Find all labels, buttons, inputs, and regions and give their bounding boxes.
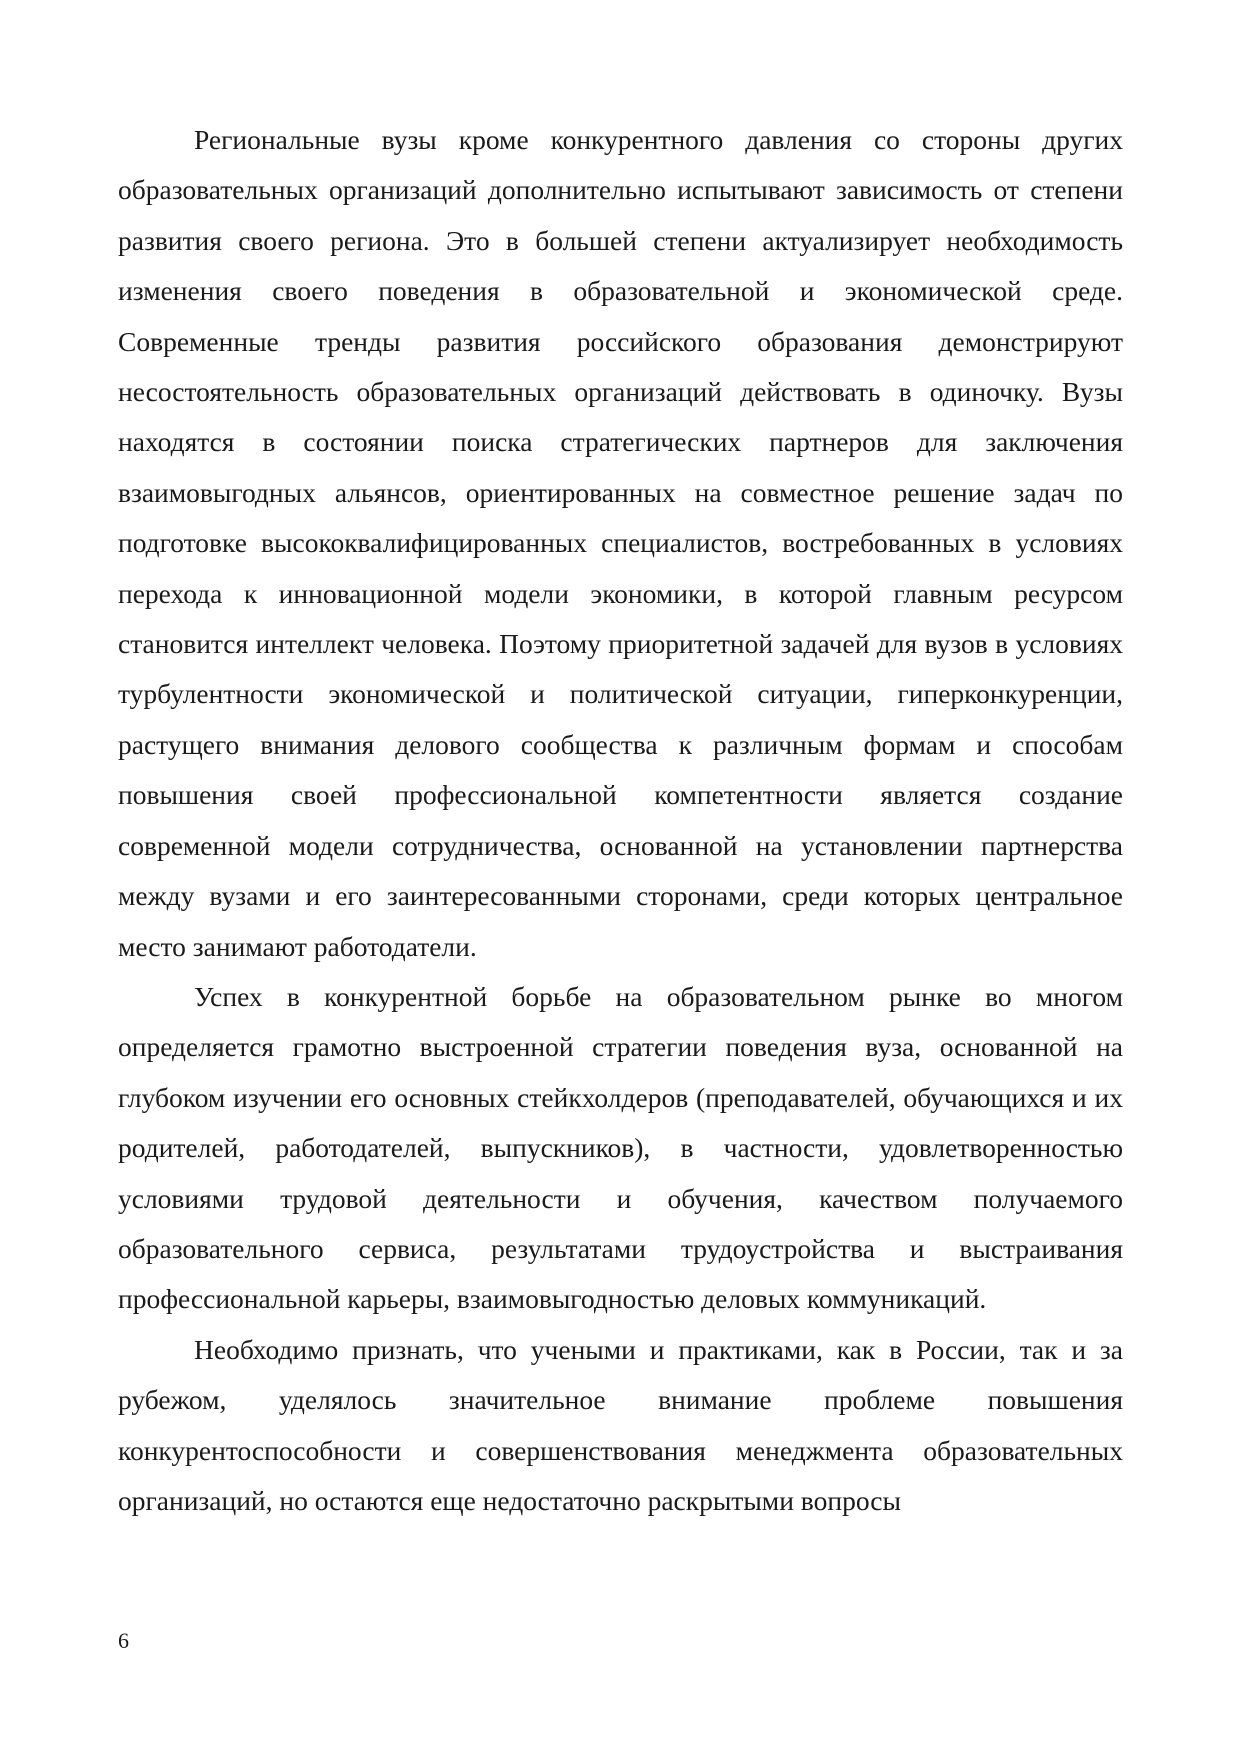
paragraph-3: Необходимо признать, что учеными и практиками, как в России, так и за рубежом, уделялось значительное внимание проблеме повышения конкурентоспособности и совершенствования менеджмента образовательных организаций, но остаются еще недостаточно раскрытыми вопросы xyxy=(118,1333,1123,1516)
body-text xyxy=(118,115,1123,1526)
paragraph-1: Региональные вузы кроме конкурентного давления со стороны других образовательных организаций дополнительно испытывают зависимость от степени развития своего региона. Это в большей степени актуализирует необходимость изменения своего поведения в образовательной и экономической среде. Современные тренды развития российского образования демонстрируют несостоятельность образовательных организаций действовать в одиночку. Вузы находятся в состоянии поиска стратегических партнеров для заключения взаимовыгодных альянсов, ориентированных на совместное решение задач по подготовке высококвалифицированных специалистов, востребованных в условиях перехода к инновационной модели экономики, в которой главным ресурсом становится интеллект человека. Поэтому приоритетной задачей для вузов в условиях турбулентности экономической и политической ситуации, гиперконкуренции, растущего внимания делового сообщества к различным формам и способам повышения своей профессиональной компетентности является создание современной модели сотрудничества, основанной на установлении партнерства между вузами и его заинтересованными сторонами, среди которых центральное место занимают работодатели. xyxy=(118,124,1123,962)
page-number: 6 xyxy=(118,1628,129,1653)
paragraph-2: Успех в конкурентной борьбе на образовательном рынке во многом определяется грамотно выстроенной стратегии поведения вуза, основанной на глубоком изучении его основных стейкхолдеров (преподавателей, обучающихся и их родителей, работодателей, выпускников), в частности, удовлетворенностью условиями трудовой деятельности и обучения, качеством получаемого образовательного сервиса, результатами трудоустройства и выстраивания профессиональной карьеры, взаимовыгодностью деловых коммуникаций. xyxy=(118,980,1123,1315)
